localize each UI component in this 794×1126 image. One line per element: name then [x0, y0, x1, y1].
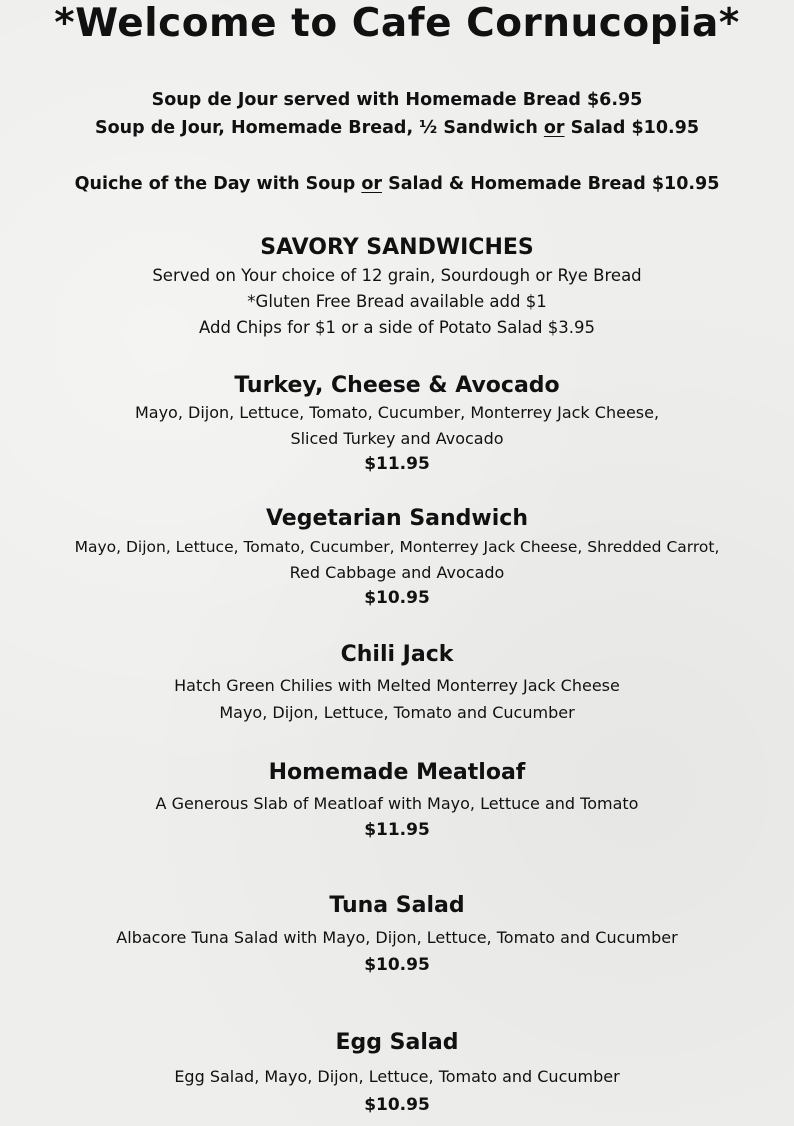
- soup-bread-offer: Soup de Jour served with Homemade Bread $6.95: [151, 90, 643, 110]
- sandwich-name: Homemade Meatloaf: [268, 760, 526, 785]
- quiche-or: or: [361, 174, 382, 194]
- sandwich-description: Egg Salad, Mayo, Dijon, Lettuce, Tomato and Cucumber: [174, 1067, 620, 1086]
- savory-sandwiches-heading: SAVORY SANDWICHES: [260, 235, 534, 260]
- sandwich-name: Turkey, Cheese & Avocado: [234, 373, 560, 398]
- sandwich-name: Egg Salad: [335, 1030, 459, 1055]
- soup-combo-offer: [0, 120, 794, 138]
- sandwich-description: Mayo, Dijon, Lettuce, Tomato, Cucumber, Monterrey Jack Cheese, Shredded Carrot,: [74, 538, 720, 556]
- sandwich-name: Vegetarian Sandwich: [265, 506, 528, 531]
- quiche-offer: [0, 176, 794, 194]
- sandwich-name: Tuna Salad: [329, 893, 465, 918]
- sandwich-name: Chili Jack: [340, 642, 454, 667]
- sandwich-description: Albacore Tuna Salad with Mayo, Dijon, Lettuce, Tomato and Cucumber: [116, 928, 678, 947]
- sandwich-description-continued: Red Cabbage and Avocado: [289, 563, 505, 582]
- sides-note: Add Chips for $1 or a side of Potato Salad $3.95: [199, 318, 595, 337]
- bread-choice-note: Served on Your choice of 12 grain, Sourdough or Rye Bread: [152, 266, 642, 285]
- quiche-text-end: Salad & Homemade Bread $10.95: [382, 174, 720, 194]
- sandwich-price: $10.95: [364, 1095, 430, 1115]
- quiche-text-start: Quiche of the Day with Soup: [74, 174, 362, 194]
- sandwich-price: $10.95: [364, 588, 430, 608]
- sandwich-description-continued: Mayo, Dijon, Lettuce, Tomato and Cucumber: [219, 703, 575, 722]
- soup-combo-text-start: Soup de Jour, Homemade Bread, ½ Sandwich: [94, 118, 544, 138]
- gluten-free-note: *Gluten Free Bread available add $1: [247, 292, 547, 311]
- soup-combo-text-end: Salad $10.95: [564, 118, 700, 138]
- sandwich-description: Hatch Green Chilies with Melted Monterrey Jack Cheese: [174, 676, 620, 695]
- sandwich-price: $11.95: [364, 454, 430, 474]
- sandwich-price: $11.95: [364, 820, 430, 840]
- sandwich-description: A Generous Slab of Meatloaf with Mayo, Lettuce and Tomato: [155, 794, 639, 813]
- sandwich-description-continued: Sliced Turkey and Avocado: [290, 429, 504, 448]
- soup-combo-or: or: [543, 118, 565, 138]
- menu-title: *Welcome to Cafe Cornucopia*: [54, 1, 740, 46]
- sandwich-description: Mayo, Dijon, Lettuce, Tomato, Cucumber, Monterrey Jack Cheese,: [134, 403, 660, 422]
- sandwich-price: $10.95: [364, 955, 430, 975]
